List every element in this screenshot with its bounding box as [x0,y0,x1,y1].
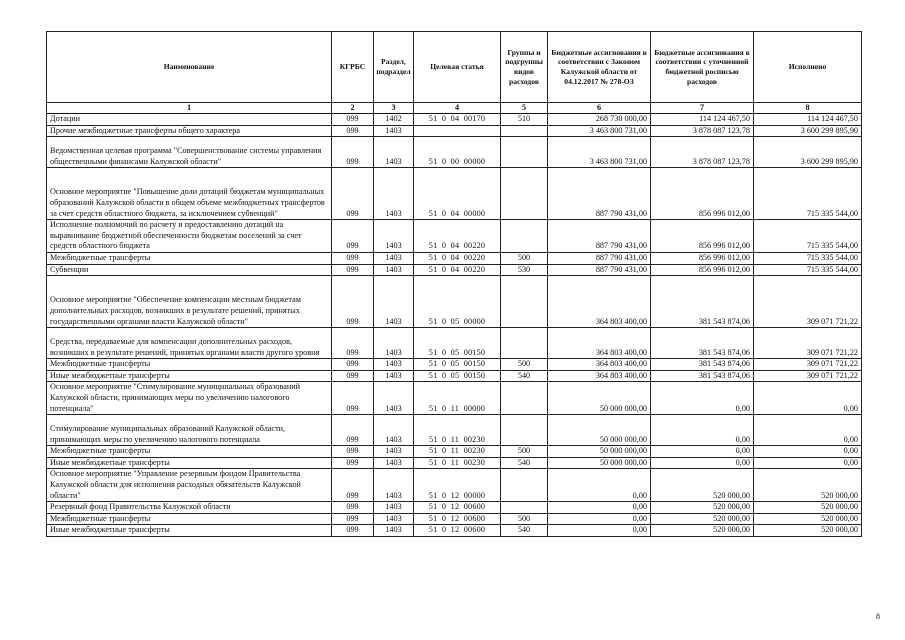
row-razdel: 1403 [374,502,414,514]
row-group [501,125,548,137]
row-ispolneno-amount: 114 124 467,50 [754,114,862,126]
header-row [47,32,862,103]
row-svod-amount: 381 543 874,06 [651,370,754,382]
column-number: 1 [47,103,332,114]
header-tselevaya-statya: Целевая статья [414,32,501,103]
row-group: 500 [501,359,548,371]
table-row [47,382,862,415]
column-number: 6 [548,103,651,114]
row-ispolneno-amount: 520 000,00 [754,513,862,525]
row-tselevaya-statya: 51 0 12 00600 [414,513,501,525]
row-kgrbs: 099 [332,513,374,525]
row-svod-amount: 0,00 [651,446,754,458]
row-law-amount: 364 803 400,00 [548,328,651,359]
header-svod-assignments: Бюджетные ассигнования в соответствии с уточненной бюджетной росписью расходов [651,32,754,103]
row-razdel: 1403 [374,382,414,415]
table-row [47,446,862,458]
row-group [501,137,548,168]
row-law-amount: 887 790 431,00 [548,220,651,253]
column-number: 7 [651,103,754,114]
row-kgrbs: 099 [332,525,374,537]
row-ispolneno-amount: 309 071 721,22 [754,359,862,371]
column-number: 8 [754,103,862,114]
row-law-amount: 887 790 431,00 [548,264,651,276]
row-name: Межбюджетные трансферты [47,359,332,371]
row-ispolneno-amount: 0,00 [754,382,862,415]
row-svod-amount: 381 543 874,06 [651,359,754,371]
row-ispolneno-amount: 715 335 544,00 [754,168,862,220]
row-law-amount: 364 803 400,00 [548,359,651,371]
row-kgrbs: 099 [332,415,374,446]
row-kgrbs: 099 [332,220,374,253]
row-group: 510 [501,114,548,126]
row-group: 540 [501,370,548,382]
row-tselevaya-statya: 51 0 04 00220 [414,264,501,276]
table-row [47,252,862,264]
row-tselevaya-statya: 51 0 05 00150 [414,359,501,371]
row-ispolneno-amount: 0,00 [754,415,862,446]
row-kgrbs: 099 [332,252,374,264]
row-name: Ведомственная целевая программа "Совершенствование системы управления общественными финансами Калужской области" [47,137,332,168]
row-razdel: 1403 [374,415,414,446]
row-group: 530 [501,264,548,276]
row-tselevaya-statya: 51 0 00 00000 [414,137,501,168]
row-law-amount: 0,00 [548,525,651,537]
page-number: 8 [876,612,880,621]
row-name: Основное мероприятие "Повышение доли дотаций бюджетам муниципальных образований Калужской области в общем объеме межбюджетных трансфертов за счет средств областного бюджета, за исключением субвенций" [47,168,332,220]
column-number: 3 [374,103,414,114]
row-kgrbs: 099 [332,382,374,415]
table-row [47,264,862,276]
row-name: Иные межбюджетные трансферты [47,457,332,469]
row-razdel: 1403 [374,252,414,264]
row-ispolneno-amount: 309 071 721,22 [754,370,862,382]
row-ispolneno-amount: 309 071 721,22 [754,276,862,328]
row-razdel: 1402 [374,114,414,126]
row-law-amount: 364 803 400,00 [548,276,651,328]
row-group [501,168,548,220]
row-name: Межбюджетные трансферты [47,252,332,264]
row-svod-amount: 0,00 [651,415,754,446]
row-tselevaya-statya: 51 0 11 00230 [414,457,501,469]
column-number-row [47,103,862,114]
row-ispolneno-amount: 0,00 [754,457,862,469]
row-razdel: 1403 [374,359,414,371]
row-kgrbs: 099 [332,264,374,276]
row-name: Исполнение полномочий по расчету и предоставлению дотаций на выравнивание бюджетной обеспеченности бюджетам поселений за счет средств областного бюджета [47,220,332,253]
row-law-amount: 364 803 400,00 [548,370,651,382]
budget-table [46,31,862,537]
table-row [47,328,862,359]
row-razdel: 1403 [374,276,414,328]
row-razdel: 1403 [374,137,414,168]
row-razdel: 1403 [374,168,414,220]
row-kgrbs: 099 [332,446,374,458]
table-row [47,276,862,328]
row-group [501,415,548,446]
row-kgrbs: 099 [332,370,374,382]
row-law-amount: 0,00 [548,469,651,502]
row-razdel: 1403 [374,513,414,525]
row-group [501,469,548,502]
row-law-amount: 50 000 000,00 [548,446,651,458]
row-name: Межбюджетные трансферты [47,513,332,525]
table-row [47,415,862,446]
row-svod-amount: 114 124 467,50 [651,114,754,126]
table-row [47,220,862,253]
row-tselevaya-statya: 51 0 05 00150 [414,370,501,382]
row-law-amount: 268 730 000,00 [548,114,651,126]
row-name: Иные межбюджетные трансферты [47,370,332,382]
row-razdel: 1403 [374,446,414,458]
row-name: Основное мероприятие "Управление резервным фондом Правительства Калужской области для исполнения расходных обязательств Калужской области" [47,469,332,502]
row-kgrbs: 099 [332,469,374,502]
table-row [47,137,862,168]
row-tselevaya-statya: 51 0 04 00170 [414,114,501,126]
row-kgrbs: 099 [332,137,374,168]
row-tselevaya-statya: 51 0 12 00600 [414,525,501,537]
row-group [501,276,548,328]
row-svod-amount: 3 878 087 123,78 [651,125,754,137]
header-group: Группы и подгруппы видов расходов [501,32,548,103]
table-row [47,469,862,502]
row-tselevaya-statya: 51 0 12 00000 [414,469,501,502]
row-ispolneno-amount: 520 000,00 [754,502,862,514]
row-group: 540 [501,525,548,537]
header-name: Наименование [47,32,332,103]
row-kgrbs: 099 [332,114,374,126]
row-law-amount: 3 463 800 731,00 [548,125,651,137]
table-row [47,457,862,469]
column-number: 5 [501,103,548,114]
row-kgrbs: 099 [332,168,374,220]
row-razdel: 1403 [374,328,414,359]
row-ispolneno-amount: 3 600 299 895,90 [754,125,862,137]
row-svod-amount: 0,00 [651,457,754,469]
row-law-amount: 50 000 000,00 [548,457,651,469]
row-ispolneno-amount: 309 071 721,22 [754,328,862,359]
column-number: 2 [332,103,374,114]
row-kgrbs: 099 [332,276,374,328]
row-razdel: 1403 [374,370,414,382]
row-law-amount: 887 790 431,00 [548,168,651,220]
row-tselevaya-statya: 51 0 04 00220 [414,252,501,264]
header-law-assignments: Бюджетные ассигнования в соответствии с Законом Калужской области от 04.12.2017 № 278-ОЗ [548,32,651,103]
row-svod-amount: 856 996 012,00 [651,264,754,276]
row-svod-amount: 856 996 012,00 [651,168,754,220]
header-ispolneno: Исполнено [754,32,862,103]
table-row [47,370,862,382]
row-name: Прочие межбюджетные трансферты общего характера [47,125,332,137]
row-tselevaya-statya: 51 0 04 00220 [414,220,501,253]
table-row [47,513,862,525]
header-razdel: Раздел, подраздел [374,32,414,103]
row-kgrbs: 099 [332,125,374,137]
row-tselevaya-statya: 51 0 11 00230 [414,446,501,458]
row-law-amount: 50 000 000,00 [548,382,651,415]
row-group [501,382,548,415]
row-ispolneno-amount: 715 335 544,00 [754,220,862,253]
table-body [47,114,862,537]
row-razdel: 1403 [374,469,414,502]
table-row [47,359,862,371]
table-row [47,502,862,514]
row-tselevaya-statya: 51 0 12 00600 [414,502,501,514]
row-svod-amount: 520 000,00 [651,513,754,525]
row-svod-amount: 856 996 012,00 [651,220,754,253]
row-group: 540 [501,457,548,469]
table-row [47,168,862,220]
row-name: Резервный фонд Правительства Калужской области [47,502,332,514]
row-name: Стимулирование муниципальных образований Калужской области, принимающих меры по увеличению налогового потенциала [47,415,332,446]
row-law-amount: 50 000 000,00 [548,415,651,446]
row-law-amount: 3 463 800 731,00 [548,137,651,168]
row-svod-amount: 520 000,00 [651,502,754,514]
header-kgrbs: КГРБС [332,32,374,103]
row-kgrbs: 099 [332,457,374,469]
row-tselevaya-statya: 51 0 11 00000 [414,382,501,415]
row-name: Основное мероприятие "Обеспечение компенсации местным бюджетам дополнительных расходов, возникших в результате решений, принятых государственными органами власти Калужской области" [47,276,332,328]
row-tselevaya-statya: 51 0 11 00230 [414,415,501,446]
row-name: Основное мероприятие "Стимулирование муниципальных образований Калужской области, принимающих меры по увеличению налогового потенциала" [47,382,332,415]
row-tselevaya-statya: 51 0 05 00150 [414,328,501,359]
row-razdel: 1403 [374,457,414,469]
row-group [501,502,548,514]
column-number: 4 [414,103,501,114]
row-svod-amount: 381 543 874,06 [651,276,754,328]
row-tselevaya-statya [414,125,501,137]
row-ispolneno-amount: 520 000,00 [754,525,862,537]
row-name: Межбюджетные трансферты [47,446,332,458]
row-razdel: 1403 [374,220,414,253]
row-group: 500 [501,446,548,458]
table-row [47,125,862,137]
row-ispolneno-amount: 715 335 544,00 [754,252,862,264]
row-razdel: 1403 [374,264,414,276]
row-group: 500 [501,513,548,525]
row-ispolneno-amount: 0,00 [754,446,862,458]
row-group: 500 [501,252,548,264]
row-group [501,220,548,253]
row-tselevaya-statya: 51 0 05 00000 [414,276,501,328]
row-group [501,328,548,359]
row-law-amount: 0,00 [548,502,651,514]
row-svod-amount: 381 543 874,06 [651,328,754,359]
row-name: Дотации [47,114,332,126]
row-ispolneno-amount: 3 600 299 895,90 [754,137,862,168]
table-row [47,114,862,126]
row-name: Иные межбюджетные трансферты [47,525,332,537]
row-ispolneno-amount: 520 000,00 [754,469,862,502]
row-kgrbs: 099 [332,359,374,371]
row-kgrbs: 099 [332,502,374,514]
row-ispolneno-amount: 715 335 544,00 [754,264,862,276]
row-name: Субвенции [47,264,332,276]
row-tselevaya-statya: 51 0 04 00000 [414,168,501,220]
row-razdel: 1403 [374,525,414,537]
row-name: Средства, передаваемые для компенсации дополнительных расходов, возникших в результате решений, принятых органами власти другого уровня [47,328,332,359]
row-law-amount: 887 790 431,00 [548,252,651,264]
row-razdel: 1403 [374,125,414,137]
row-svod-amount: 856 996 012,00 [651,252,754,264]
row-svod-amount: 0,00 [651,382,754,415]
row-law-amount: 0,00 [548,513,651,525]
row-svod-amount: 3 878 087 123,78 [651,137,754,168]
table-row [47,525,862,537]
row-svod-amount: 520 000,00 [651,469,754,502]
row-kgrbs: 099 [332,328,374,359]
row-svod-amount: 520 000,00 [651,525,754,537]
